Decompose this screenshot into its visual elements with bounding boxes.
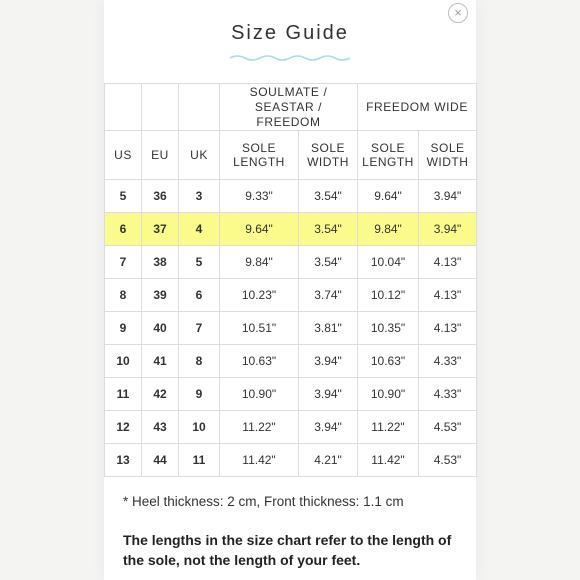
close-icon[interactable]: × [448, 3, 468, 23]
cell-sole-length: 10.63" [220, 345, 299, 378]
modal-title: Size Guide [231, 22, 349, 44]
cell-uk: 6 [179, 279, 220, 312]
table-row [105, 444, 477, 477]
cell-sole-width-wide: 4.13" [419, 246, 477, 279]
cell-sole-length-wide: 10.04" [358, 246, 419, 279]
cell-us: 10 [105, 345, 142, 378]
cell-sole-width: 4.21" [299, 444, 358, 477]
cell-sole-length: 9.84" [220, 246, 299, 279]
cell-sole-width-wide: 4.13" [419, 312, 477, 345]
table-row [105, 246, 477, 279]
cell-eu: 36 [142, 180, 179, 213]
column-header-us: US [105, 131, 142, 180]
cell-sole-length-wide: 10.12" [358, 279, 419, 312]
column-header-sole-length: SOLE LENGTH [220, 131, 299, 180]
cell-sole-length: 10.51" [220, 312, 299, 345]
cell-us: 8 [105, 279, 142, 312]
cell-uk: 9 [179, 378, 220, 411]
column-header-sole-length-wide: SOLE LENGTH [358, 131, 419, 180]
cell-us: 6 [105, 213, 142, 246]
column-header-sole-width: SOLE WIDTH [299, 131, 358, 180]
thickness-note: * Heel thickness: 2 cm, Front thickness: 1.1 cm [123, 494, 404, 509]
cell-sole-length: 9.33" [220, 180, 299, 213]
cell-sole-length: 10.90" [220, 378, 299, 411]
cell-us: 5 [105, 180, 142, 213]
cell-sole-length-wide: 11.22" [358, 411, 419, 444]
cell-sole-width: 3.54" [299, 246, 358, 279]
cell-sole-length: 11.42" [220, 444, 299, 477]
cell-eu: 37 [142, 213, 179, 246]
cell-sole-width-wide: 4.33" [419, 345, 477, 378]
cell-us: 11 [105, 378, 142, 411]
cell-sole-length-wide: 10.35" [358, 312, 419, 345]
cell-eu: 39 [142, 279, 179, 312]
cell-uk: 10 [179, 411, 220, 444]
cell-sole-width-wide: 3.94" [419, 213, 477, 246]
cell-sole-width: 3.54" [299, 213, 358, 246]
cell-sole-length-wide: 9.84" [358, 213, 419, 246]
cell-uk: 5 [179, 246, 220, 279]
cell-uk: 3 [179, 180, 220, 213]
group-header-freedom-wide: FREEDOM WIDE [358, 84, 477, 131]
cell-sole-length: 11.22" [220, 411, 299, 444]
cell-eu: 44 [142, 444, 179, 477]
column-header-uk: UK [179, 131, 220, 180]
cell-sole-width: 3.94" [299, 378, 358, 411]
cell-sole-width-wide: 3.94" [419, 180, 477, 213]
cell-uk: 4 [179, 213, 220, 246]
cell-sole-width: 3.74" [299, 279, 358, 312]
cell-sole-length-wide: 10.63" [358, 345, 419, 378]
size-explanation: The lengths in the size chart refer to the length of the sole, not the length of your feet. [123, 532, 452, 568]
table-row [105, 345, 477, 378]
cell-eu: 42 [142, 378, 179, 411]
cell-us: 7 [105, 246, 142, 279]
cell-sole-width: 3.54" [299, 180, 358, 213]
cell-sole-length-wide: 11.42" [358, 444, 419, 477]
cell-sole-length: 10.23" [220, 279, 299, 312]
cell-sole-width: 3.94" [299, 345, 358, 378]
table-row [105, 279, 477, 312]
cell-uk: 7 [179, 312, 220, 345]
column-header-eu: EU [142, 131, 179, 180]
wave-divider-icon [228, 53, 352, 63]
group-header-soulmate: SOULMATE / SEASTAR / FREEDOM [220, 84, 358, 131]
table-row [105, 378, 477, 411]
table-row [105, 180, 477, 213]
cell-uk: 11 [179, 444, 220, 477]
column-header-row [105, 131, 477, 180]
cell-us: 12 [105, 411, 142, 444]
size-table [104, 83, 477, 477]
cell-sole-length-wide: 10.90" [358, 378, 419, 411]
cell-sole-width: 3.94" [299, 411, 358, 444]
blank-header-cell [105, 84, 142, 131]
blank-header-cell [179, 84, 220, 131]
cell-sole-width: 3.81" [299, 312, 358, 345]
cell-eu: 40 [142, 312, 179, 345]
cell-eu: 38 [142, 246, 179, 279]
cell-uk: 8 [179, 345, 220, 378]
table-row [105, 411, 477, 444]
cell-us: 13 [105, 444, 142, 477]
group-header-row [105, 84, 477, 131]
cell-sole-width-wide: 4.33" [419, 378, 477, 411]
cell-sole-length: 9.64" [220, 213, 299, 246]
cell-eu: 41 [142, 345, 179, 378]
cell-eu: 43 [142, 411, 179, 444]
cell-sole-width-wide: 4.53" [419, 411, 477, 444]
cell-us: 9 [105, 312, 142, 345]
table-row [105, 312, 477, 345]
cell-sole-length-wide: 9.64" [358, 180, 419, 213]
cell-sole-width-wide: 4.53" [419, 444, 477, 477]
cell-sole-width-wide: 4.13" [419, 279, 477, 312]
table-row [105, 213, 477, 246]
column-header-sole-width-wide: SOLE WIDTH [419, 131, 477, 180]
blank-header-cell [142, 84, 179, 131]
